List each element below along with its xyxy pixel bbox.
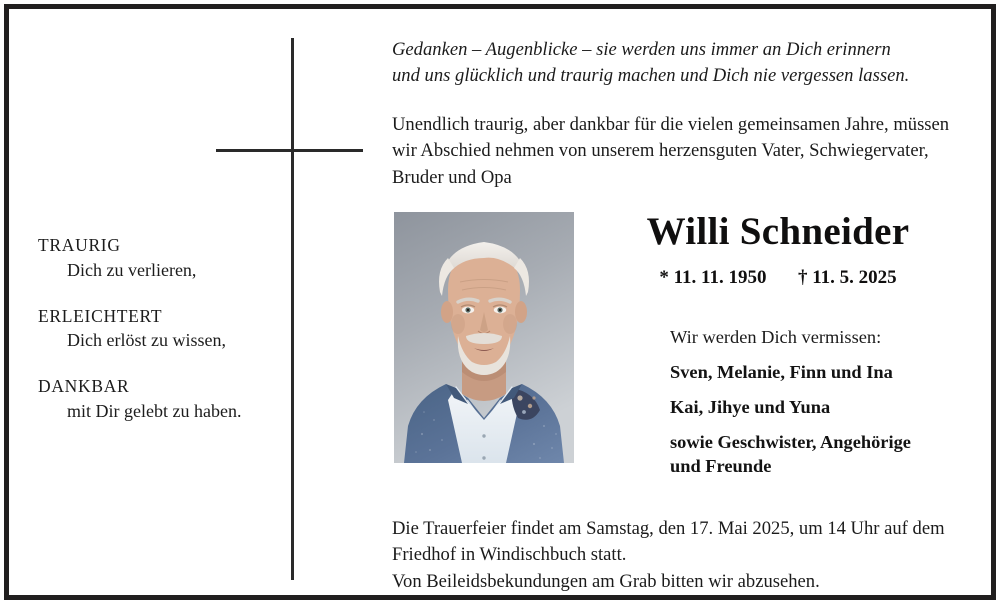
survivors-line: und Freunde bbox=[670, 456, 772, 476]
intro-line: wir Abschied nehmen von unserem herzensguten Vater, Schwiegervater, bbox=[392, 140, 929, 162]
verse-block bbox=[38, 378, 278, 420]
epitaph-text bbox=[392, 37, 972, 90]
portrait-photo bbox=[394, 212, 574, 463]
verse-heading: DANKBAR bbox=[38, 376, 130, 396]
cross-horizontal-bar bbox=[216, 149, 363, 152]
survivors-line: sowie Geschwister, Angehörige bbox=[670, 432, 911, 452]
verse-block bbox=[38, 305, 278, 350]
verse-line: Dich erlöst zu wissen, bbox=[67, 330, 226, 350]
survivors-line: Sven, Melanie, Finn und Ina bbox=[670, 362, 893, 382]
intro-line: Unendlich traurig, aber dankbar für die vielen gemeinsamen Jahre, müssen bbox=[392, 113, 950, 135]
birth-symbol: * bbox=[659, 266, 669, 288]
service-line: Die Trauerfeier findet am Samstag, den 17. Mai 2025, um 14 Uhr auf dem bbox=[392, 518, 945, 539]
survivors-lead: Wir werden Dich vermissen: bbox=[670, 327, 882, 347]
survivors-line: Kai, Jihye und Yuna bbox=[670, 397, 831, 417]
notice-frame bbox=[4, 4, 996, 600]
verse-heading: ERLEICHTERT bbox=[38, 305, 163, 326]
verse-line: Dich zu verlieren, bbox=[67, 259, 197, 280]
verse-line: mit Dir gelebt zu haben. bbox=[67, 400, 242, 421]
service-line: Von Beileidsbekundungen am Grab bitten wir abzusehen. bbox=[392, 570, 820, 592]
verse-heading: TRAURIG bbox=[38, 235, 121, 255]
life-dates bbox=[584, 267, 972, 289]
service-details bbox=[392, 516, 972, 595]
epitaph-line: und uns glücklich und traurig machen und Dich nie vergessen lassen. bbox=[392, 65, 910, 87]
epitaph-line: Gedanken – Augenblicke – sie werden uns immer an Dich erinnern bbox=[392, 39, 891, 60]
death-date: 11. 5. 2025 bbox=[812, 266, 897, 288]
intro-text bbox=[392, 112, 972, 191]
cross-vertical-bar bbox=[291, 38, 294, 580]
name-block bbox=[584, 212, 972, 289]
service-line: Friedhof in Windischbuch statt. bbox=[392, 544, 627, 566]
verse-column bbox=[38, 237, 278, 420]
birth-date: 11. 11. 1950 bbox=[673, 266, 767, 288]
right-column bbox=[392, 37, 972, 191]
portrait-and-name-row bbox=[394, 210, 972, 476]
intro-line: Bruder und Opa bbox=[392, 166, 512, 188]
deceased-name: Willi Schneider bbox=[646, 210, 910, 253]
death-symbol: † bbox=[797, 266, 808, 288]
survivors-block bbox=[670, 327, 970, 477]
verse-block bbox=[38, 237, 278, 279]
